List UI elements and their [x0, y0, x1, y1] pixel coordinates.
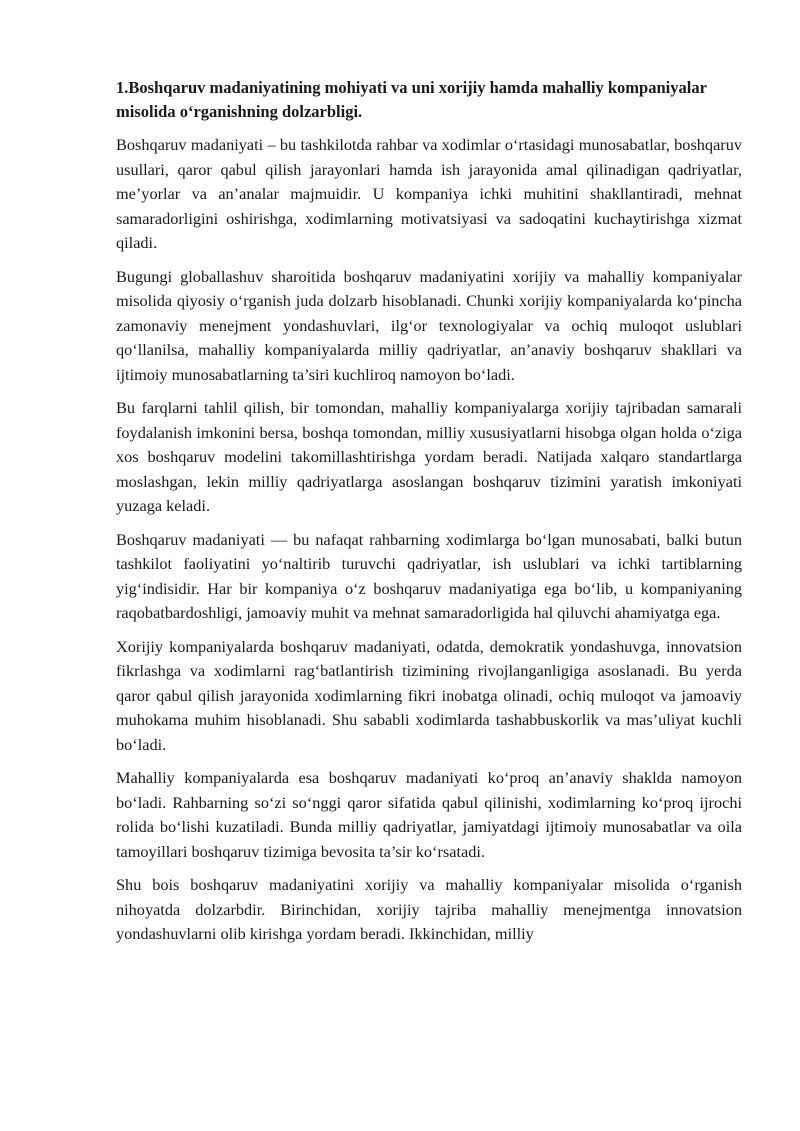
paragraph-foreign-companies: Xorijiy kompaniyalarda boshqaruv madaniyati, odatda, demokratik yondashuvga, innovatsion fikrlashga va xodimlarni rag‘batlantirish tizimining rivojlanganligiga asoslanadi. Bu yerda qaror qabul qilish jarayonida xodimlarning fikri inobatga olinadi, ochiq muloqot va jamoaviy muhokama muhim hisoblanadi. Shu sababli xodimlarda tashabbuskorlik va mas’uliyat kuchli bo‘ladi.: [116, 636, 742, 754]
paragraph-relevance: Shu bois boshqaruv madaniyatini xorijiy va mahalliy kompaniyalar misolida o‘rganish nihoyatda dolzarbdir. Birinchidan, xorijiy tajriba mahalliy menejmentga innovatsion yondashuvlarni olib kirishga yordam beradi. Ikkinchidan, milliy: [116, 875, 742, 943]
paragraph-definition: Boshqaruv madaniyati – bu tashkilotda rahbar va xodimlar o‘rtasidagi munosabatlar, boshqaruv usullari, qaror qabul qilish jarayonlari hamda ish jarayonida amal qilinadigan qadriyatlar, me’yorlar va an’analar majmuidir. U kompaniya ichki muhitini shakllantiradi, mehnat samaradorligini oshirishga, xodimlarning motivatsiyasi va sadoqatini kuchaytirishga xizmat qiladi.: [116, 135, 742, 252]
paragraph-analysis: Bu farqlarni tahlil qilish, bir tomondan, mahalliy kompaniyalarga xorijiy tajribadan samarali foydalanish imkonini bersa, boshqa tomondan, milliy xususiyatlarni hisobga olgan holda o‘ziga xos boshqaruv modelini takomillashtirishga yordam beradi. Natijada xalqaro standartlarga moslashgan, lekin milliy qadriyatlarga asoslangan boshqaruv tizimini yaratish imkoniyati yuzaga keladi.: [116, 398, 742, 515]
document-page: [116, 76, 742, 947]
paragraph-globalization: Bugungi globallashuv sharoitida boshqaruv madaniyatini xorijiy va mahalliy kompaniyalar misolida qiyosiy o‘rganish juda dolzarb hisoblanadi. Chunki xorijiy kompaniyalarda ko‘pincha zamonaviy menejment yondashuvlari, ilg‘or texnologiyalar va ochiq muloqot uslublari qo‘llanilsa, mahalliy kompaniyalarda milliy qadriyatlar, an’anaviy boshqaruv shakllari va ijtimoiy munosabatlarning ta’siri kuchliroq namoyon bo‘ladi.: [116, 266, 742, 384]
paragraph-management-culture: Boshqaruv madaniyati — bu nafaqat rahbarning xodimlarga bo‘lgan munosabati, balki butun tashkilot faoliyatini yo‘naltirib turuvchi qadriyatlar, ish uslublari va ichki tartiblarning yig‘indisidir. Har bir kompaniya o‘z boshqaruv madaniyatiga ega bo‘lib, u kompaniyaning raqobatbardoshligi, jamoaviy muhit va mehnat samaradorligida hal qiluvchi ahamiyatga ega.: [116, 529, 742, 622]
section-heading: 1.Boshqaruv madaniyatining mohiyati va uni xorijiy hamda mahalliy kompaniyalar misolida o‘rganishning dolzarbligi.: [116, 78, 707, 121]
paragraph-local-companies: Mahalliy kompaniyalarda esa boshqaruv madaniyati ko‘proq an’anaviy shaklda namoyon bo‘ladi. Rahbarning so‘zi so‘nggi qaror sifatida qabul qilinishi, xodimlarning ko‘proq ijrochi rolida bo‘lishi kuzatiladi. Bunda milliy qadriyatlar, jamiyatdagi ijtimoiy munosabatlar va oila tamoyillari boshqaruv tizimiga bevosita ta’sir ko‘rsatadi.: [116, 768, 742, 861]
